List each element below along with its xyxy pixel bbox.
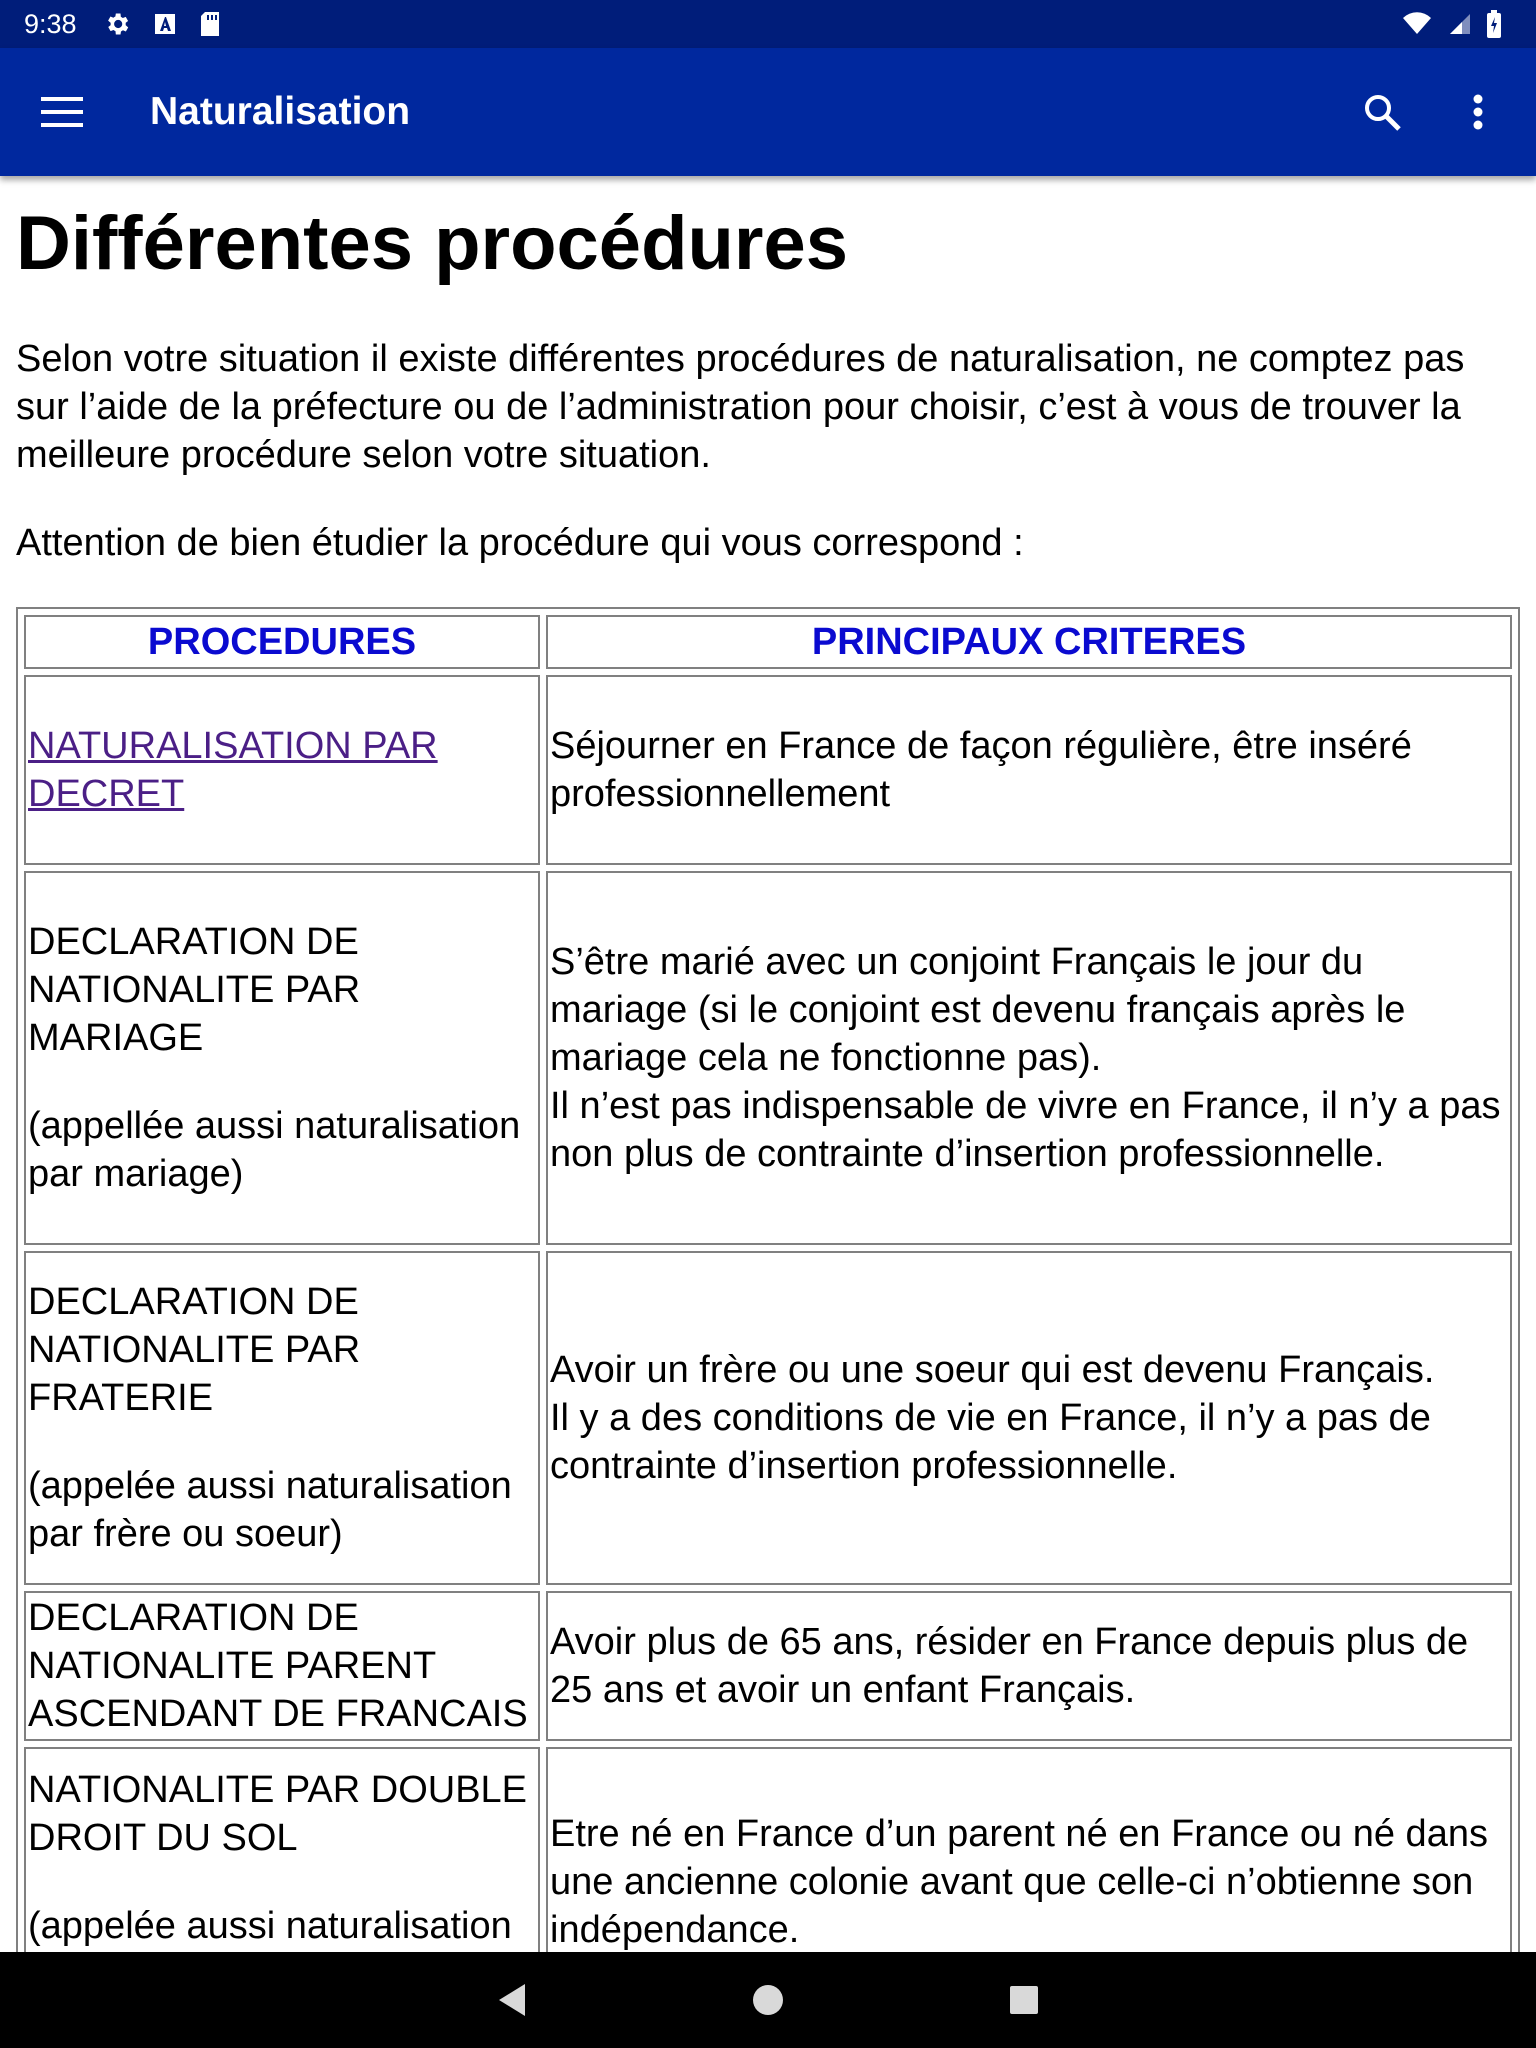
criteria-text: S’être marié avec un conjoint Français le jour du mariage (si le conjoint est devenu français après le mariage cela ne fonctionne pas). xyxy=(550,941,1406,1080)
criteria-text: Avoir un frère ou une soeur qui est devenu Français. xyxy=(550,1349,1435,1392)
wifi-icon xyxy=(1402,12,1432,36)
header-procedures: PROCEDURES xyxy=(24,615,540,669)
a-box-icon xyxy=(153,12,177,36)
table-row xyxy=(24,1591,1512,1741)
signal-icon xyxy=(1446,12,1472,36)
procedure-cell xyxy=(24,675,540,865)
criteria-text: Il y a des conditions de vie en France, il n’y a pas de contrainte d’insertion professionnelle. xyxy=(550,1397,1431,1488)
procedure-aka: (appelée aussi naturalisation xyxy=(28,1905,512,1948)
procedure-name: DECLARATION DE NATIONALITE PAR MARIAGE xyxy=(28,921,361,1060)
criteria-cell: Séjourner en France de façon régulière, être inséré professionnellement xyxy=(546,675,1512,865)
back-triangle-icon[interactable] xyxy=(452,1952,572,2048)
app-title: Naturalisation xyxy=(150,90,411,133)
navigation-bar xyxy=(0,1952,1536,2048)
settings-icon xyxy=(103,10,131,38)
home-circle-icon[interactable] xyxy=(708,1952,828,2048)
sd-card-icon xyxy=(199,11,221,37)
page-title: Différentes procédures xyxy=(16,201,849,286)
attention-paragraph: Attention de bien étudier la procédure qui vous correspond : xyxy=(16,522,1024,565)
page-content[interactable] xyxy=(0,176,1536,1952)
more-vert-icon[interactable] xyxy=(1430,64,1526,160)
procedure-cell: DECLARATION DE NATIONALITE PARENT ASCENDANT DE FRANCAIS xyxy=(24,1591,540,1741)
app-bar xyxy=(0,48,1536,176)
procedures-table xyxy=(16,607,1520,2025)
status-bar xyxy=(0,0,1536,48)
criteria-cell: Etre né en France d’un parent né en France ou né dans une ancienne colonie avant que celle-ci n’obtienne son indépendance. xyxy=(546,1747,1512,2017)
procedure-aka: (appelée aussi naturalisation par frère ou soeur) xyxy=(28,1465,512,1556)
criteria-text: Il n’est pas indispensable de vivre en France, il n’y a pas non plus de contrainte d’insertion professionnelle. xyxy=(550,1085,1501,1176)
criteria-cell xyxy=(546,871,1512,1245)
hamburger-menu-icon[interactable] xyxy=(14,64,110,160)
battery-icon xyxy=(1486,10,1502,38)
table-row xyxy=(24,871,1512,1245)
procedure-cell xyxy=(24,871,540,1245)
table-header-row xyxy=(24,615,1512,669)
criteria-cell xyxy=(546,1251,1512,1585)
procedure-aka: (appellée aussi naturalisation par mariage) xyxy=(28,1105,521,1196)
recents-square-icon[interactable] xyxy=(964,1952,1084,2048)
criteria-cell: Avoir plus de 65 ans, résider en France depuis plus de 25 ans et avoir un enfant Français. xyxy=(546,1591,1512,1741)
search-icon[interactable] xyxy=(1334,64,1430,160)
procedure-name: NATIONALITE PAR DOUBLE DROIT DU SOL xyxy=(28,1769,528,1860)
naturalisation-par-decret-link[interactable]: NATURALISATION PAR DECRET xyxy=(28,725,438,816)
procedure-name: DECLARATION DE NATIONALITE PAR FRATERIE xyxy=(28,1281,361,1420)
status-time: 9:38 xyxy=(24,8,77,39)
intro-paragraph: Selon votre situation il existe différentes procédures de naturalisation, ne comptez pas sur l’aide de la préfecture ou de l’administration pour choisir, c’est à vous de trouver la meilleure procédure selon votre situation. xyxy=(16,338,1465,477)
procedure-cell xyxy=(24,1251,540,1585)
table-row xyxy=(24,1251,1512,1585)
header-criteria: PRINCIPAUX CRITERES xyxy=(546,615,1512,669)
table-row xyxy=(24,675,1512,865)
